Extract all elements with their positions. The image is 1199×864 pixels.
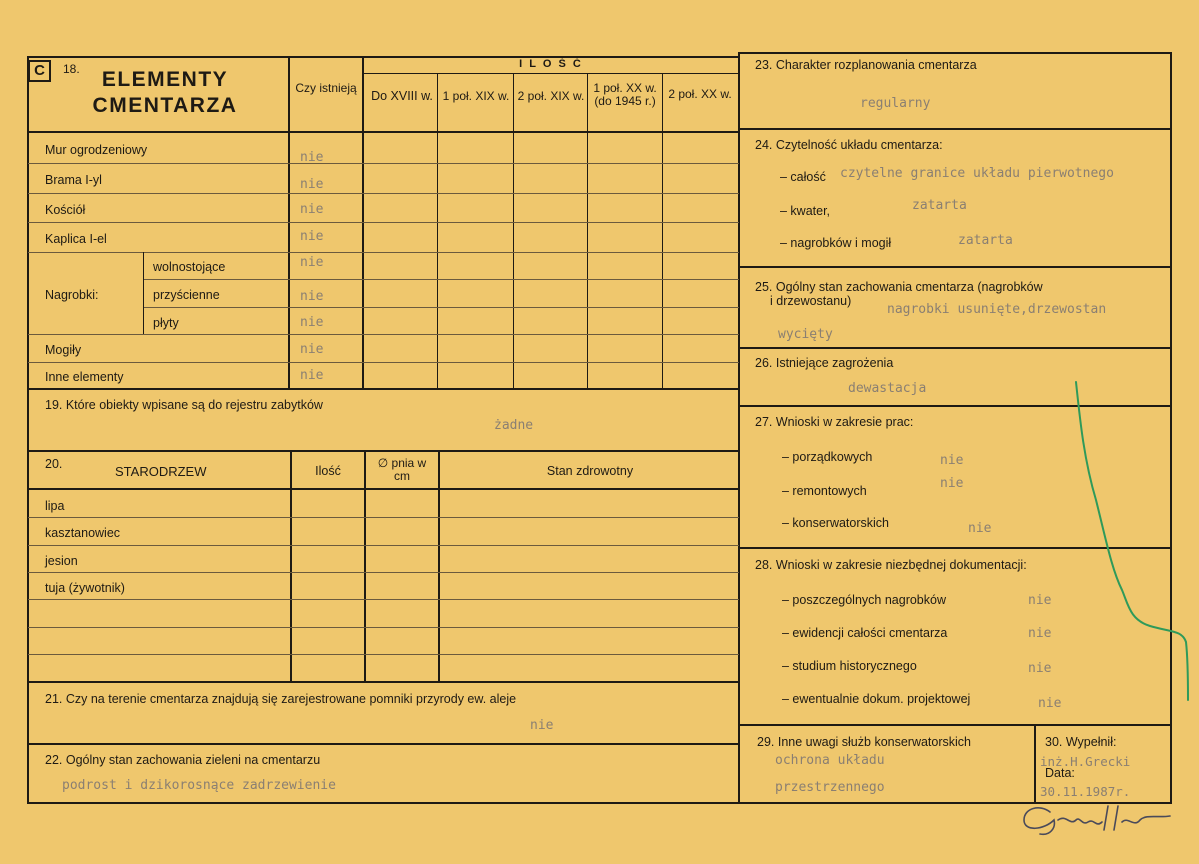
- s27-remontowych-label: – remontowych: [782, 484, 867, 498]
- green-pen-mark: [1070, 380, 1199, 710]
- s27-konserwatorskich-label: – konserwatorskich: [782, 516, 889, 530]
- s27-porzadkowych-value: nie: [940, 453, 964, 468]
- s28-poszczegolnych-value: nie: [1028, 593, 1052, 608]
- row-value-mur: nie: [300, 150, 324, 165]
- s20-col-stan: Stan zdrowotny: [546, 464, 634, 478]
- col-1pol-xix: 1 poł. XIX w.: [442, 89, 510, 103]
- tree-lipa: lipa: [45, 499, 65, 513]
- s30-label: 30. Wypełnił:: [1045, 735, 1117, 749]
- row-value-mogily: nie: [300, 342, 324, 357]
- s24-kwater-label: – kwater,: [780, 204, 831, 218]
- row-label-brama: Brama I-yl: [45, 173, 102, 187]
- s22-label: 22. Ogólny stan zachowania zieleni na cmentarzu: [45, 753, 321, 767]
- col-czy-istnieja: Czy istnieją: [295, 81, 357, 95]
- row-label-kosciol: Kościół: [45, 203, 86, 217]
- s24-calosc-label: – całość: [780, 170, 826, 184]
- section-18-number: 18.: [63, 62, 80, 76]
- row-value-brama: nie: [300, 177, 324, 192]
- row-value-kosciol: nie: [300, 202, 324, 217]
- s20-number: 20.: [45, 457, 63, 471]
- s19-value: żadne: [494, 418, 534, 433]
- s24-nagrobkow-label: – nagrobków i mogił: [780, 236, 892, 250]
- row-label-mogily: Mogiły: [45, 343, 82, 357]
- row-label-plyty: płyty: [153, 316, 179, 330]
- s28-projektowej-label: – ewentualnie dokum. projektowej: [782, 692, 971, 706]
- col-2pol-xix: 2 poł. XIX w.: [517, 89, 585, 103]
- row-value-przyscienne: nie: [300, 289, 324, 304]
- section-18-title-line2: CMENTARZA: [92, 94, 238, 117]
- s28-ewidencji-value: nie: [1028, 626, 1052, 641]
- nagrobki-label: Nagrobki:: [45, 288, 99, 302]
- s23-label: 23. Charakter rozplanowania cmentarza: [755, 58, 977, 72]
- col-do-xviii: Do XVIII w.: [371, 89, 433, 103]
- tree-kasztanowiec: kasztanowiec: [45, 526, 121, 540]
- s29-value-line2: przestrzennego: [775, 780, 885, 795]
- row-value-wolnostojace: nie: [300, 255, 324, 270]
- col-ilosc-header: I L O Ś Ć: [519, 58, 583, 70]
- section-letter-box: C: [28, 60, 51, 82]
- s25-value-line1: nagrobki usunięte,drzewostan: [887, 302, 1107, 317]
- tree-tuja: tuja (żywotnik): [45, 581, 125, 595]
- s28-label: 28. Wnioski w zakresie niezbędnej dokumentacji:: [755, 558, 1027, 572]
- s25-label-line2: i drzewostanu): [770, 294, 852, 308]
- s27-label: 27. Wnioski w zakresie prac:: [755, 415, 914, 429]
- s30-name: inż.H.Grecki: [1040, 754, 1131, 769]
- row-label-przyscienne: przyścienne: [153, 288, 220, 302]
- s28-studium-value: nie: [1028, 661, 1052, 676]
- s24-calosc-value: czytelne granice układu pierwotnego: [840, 166, 1114, 181]
- section-18-title-line1: ELEMENTY: [101, 68, 229, 91]
- s19-label: 19. Które obiekty wpisane są do rejestru zabytków: [45, 398, 323, 412]
- col-1pol-xx: 1 poł. XX w. (do 1945 r.): [593, 81, 657, 108]
- s25-value-line2: wycięty: [778, 327, 833, 342]
- row-label-wolnostojace: wolnostojące: [153, 260, 226, 274]
- s20-col-pnia: ∅ pnia w cm: [377, 456, 427, 483]
- s26-value: dewastacja: [848, 381, 927, 396]
- s24-nagrobkow-value: zatarta: [958, 233, 1013, 248]
- s21-value: nie: [530, 718, 554, 733]
- signature: [1010, 800, 1180, 840]
- tree-jesion: jesion: [45, 554, 78, 568]
- row-value-inne: nie: [300, 368, 324, 383]
- s28-projektowej-value: nie: [1038, 696, 1062, 711]
- s29-value-line1: ochrona układu: [775, 753, 885, 768]
- s21-label: 21. Czy na terenie cmentarza znajdują się zarejestrowane pomniki przyrody ew. aleje: [45, 692, 517, 706]
- s20-col-ilosc: Ilość: [315, 464, 341, 478]
- s28-studium-label: – studium historycznego: [782, 659, 917, 673]
- s20-title: STARODRZEW: [115, 464, 207, 479]
- row-label-mur: Mur ogrodzeniowy: [45, 143, 148, 157]
- row-label-inne: Inne elementy: [45, 370, 124, 384]
- s27-remontowych-value: nie: [940, 476, 964, 491]
- s27-porzadkowych-label: – porządkowych: [782, 450, 873, 464]
- s24-kwater-value: zatarta: [912, 198, 967, 213]
- s25-label-line1: 25. Ogólny stan zachowania cmentarza (nagrobków: [755, 280, 1043, 294]
- col-2pol-xx: 2 poł. XX w.: [668, 87, 732, 101]
- s27-konserwatorskich-value: nie: [968, 521, 992, 536]
- s30-date-label: Data:: [1045, 766, 1075, 780]
- s24-label: 24. Czytelność układu cmentarza:: [755, 138, 943, 152]
- s28-ewidencji-label: – ewidencji całości cmentarza: [782, 626, 948, 640]
- s28-poszczegolnych-label: – poszczególnych nagrobków: [782, 593, 946, 607]
- s30-date: 30.11.1987r.: [1040, 784, 1131, 799]
- s26-label: 26. Istniejące zagrożenia: [755, 356, 894, 370]
- s29-label: 29. Inne uwagi służb konserwatorskich: [757, 735, 972, 749]
- row-value-plyty: nie: [300, 315, 324, 330]
- s23-value: regularny: [860, 96, 931, 111]
- row-value-kaplica: nie: [300, 229, 324, 244]
- row-label-kaplica: Kaplica I-el: [45, 232, 107, 246]
- s22-value: podrost i dzikorosnące zadrzewienie: [62, 778, 336, 793]
